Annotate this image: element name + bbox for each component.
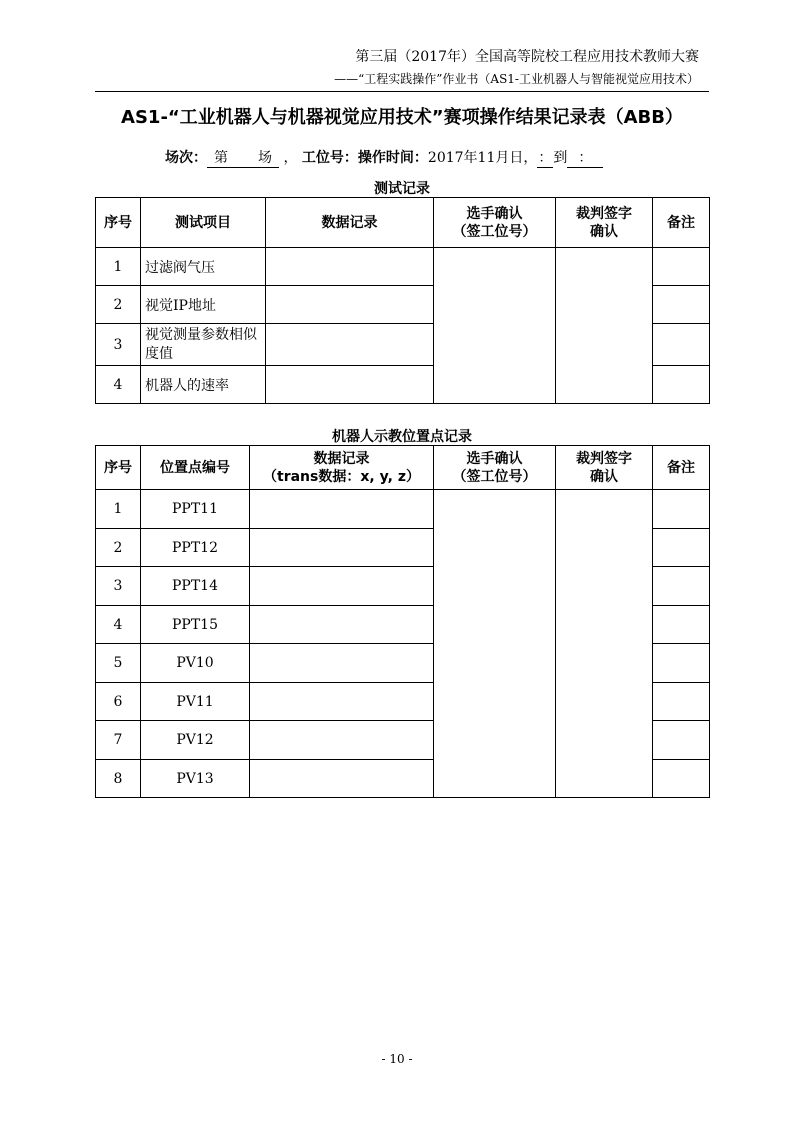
row-number: 4 — [96, 366, 141, 404]
test-record-title: 测试记录 — [374, 181, 430, 197]
table-row — [96, 490, 710, 529]
header-competition-title: 第三届（2017年）全国高等院校工程应用技术教师大赛 — [355, 49, 699, 65]
header-remark: 备注 — [653, 198, 710, 248]
row-number: 3 — [96, 324, 141, 366]
teach-point-table — [95, 445, 710, 798]
header-judge-confirm — [556, 198, 653, 248]
test-item: 视觉IP地址 — [141, 286, 266, 324]
data-cell[interactable] — [250, 721, 434, 760]
header-player-confirm-line1: 选手确认 — [466, 205, 523, 222]
data-cell[interactable] — [250, 606, 434, 644]
test-item: 视觉测量参数相似度值 — [141, 324, 266, 366]
start-time-field[interactable]: ： — [537, 147, 553, 168]
row-number: 4 — [96, 606, 141, 644]
session-field[interactable] — [207, 147, 279, 168]
test-item: 机器人的速率 — [141, 366, 266, 404]
header-judge-line2: 确认 — [590, 223, 618, 240]
header-player-confirm-line2: （签工位号） — [452, 223, 537, 240]
remark-cell[interactable] — [653, 286, 710, 324]
header-player-confirm — [434, 446, 556, 490]
data-cell[interactable] — [250, 490, 434, 529]
remark-cell[interactable] — [653, 324, 710, 366]
data-cell[interactable] — [250, 760, 434, 798]
time-date: 2017年11月日， — [427, 150, 538, 166]
header-data-record: 数据记录 — [266, 198, 434, 248]
header-test-item: 测试项目 — [141, 198, 266, 248]
time-label: 操作时间： — [357, 150, 428, 166]
header-data-line1: 数据记录 — [313, 450, 370, 467]
header-workbook-title: ——“工程实践操作”作业书（AS1-工业机器人与智能视觉应用技术） — [334, 72, 699, 86]
judge-confirm-cell[interactable] — [556, 490, 653, 798]
row-number: 5 — [96, 644, 141, 683]
player-confirm-cell[interactable] — [434, 490, 556, 798]
point-id: PPT12 — [141, 529, 250, 567]
row-number: 6 — [96, 683, 141, 721]
header-point-id: 位置点编号 — [141, 446, 250, 490]
page-number: - 10 - — [381, 1052, 413, 1066]
point-id: PV12 — [141, 721, 250, 760]
data-cell[interactable] — [250, 567, 434, 606]
data-cell[interactable] — [266, 324, 434, 366]
header-divider — [95, 91, 709, 92]
header-data-line2: （trans数据：x, y, z） — [263, 468, 420, 485]
header-data-record — [250, 446, 434, 490]
row-number: 2 — [96, 286, 141, 324]
header-judge-confirm — [556, 446, 653, 490]
table-row — [96, 248, 710, 286]
remark-cell[interactable] — [653, 529, 710, 567]
time-to: 到 — [553, 150, 568, 166]
point-id: PPT11 — [141, 490, 250, 529]
test-item: 过滤阀气压 — [141, 248, 266, 286]
player-confirm-cell[interactable] — [434, 248, 556, 404]
header-player-confirm-line2: （签工位号） — [452, 468, 537, 485]
data-cell[interactable] — [250, 683, 434, 721]
station-label: 工位号： — [301, 150, 358, 166]
header-player-confirm-line1: 选手确认 — [466, 450, 523, 467]
remark-cell[interactable] — [653, 366, 710, 404]
data-cell[interactable] — [266, 248, 434, 286]
header-seq: 序号 — [96, 446, 141, 490]
remark-cell[interactable] — [653, 248, 710, 286]
data-cell[interactable] — [266, 366, 434, 404]
remark-cell[interactable] — [653, 567, 710, 606]
header-remark: 备注 — [653, 446, 710, 490]
row-number: 8 — [96, 760, 141, 798]
remark-cell[interactable] — [653, 644, 710, 683]
teach-point-title: 机器人示教位置点记录 — [332, 429, 472, 445]
remark-cell[interactable] — [653, 721, 710, 760]
header-judge-line1: 裁判签字 — [576, 450, 632, 467]
row-number: 2 — [96, 529, 141, 567]
remark-cell[interactable] — [653, 760, 710, 798]
test-record-table — [95, 197, 710, 404]
data-cell[interactable] — [266, 286, 434, 324]
point-id: PV11 — [141, 683, 250, 721]
remark-cell[interactable] — [653, 683, 710, 721]
remark-cell[interactable] — [653, 606, 710, 644]
end-time-field[interactable]: ： — [567, 147, 603, 168]
row-number: 7 — [96, 721, 141, 760]
point-id: PPT14 — [141, 567, 250, 606]
data-cell[interactable] — [250, 644, 434, 683]
row-number: 1 — [96, 248, 141, 286]
data-cell[interactable] — [250, 529, 434, 567]
session-chang: 场 — [258, 150, 272, 166]
session-comma: ， — [283, 150, 298, 166]
row-number: 3 — [96, 567, 141, 606]
remark-cell[interactable] — [653, 490, 710, 529]
row-number: 1 — [96, 490, 141, 529]
point-id: PPT15 — [141, 606, 250, 644]
header-judge-line2: 确认 — [590, 468, 618, 485]
session-label: 场次： — [165, 150, 207, 166]
session-di: 第 — [214, 150, 228, 166]
session-info-line — [165, 147, 603, 168]
header-judge-line1: 裁判签字 — [576, 205, 632, 222]
point-id: PV10 — [141, 644, 250, 683]
point-id: PV13 — [141, 760, 250, 798]
header-seq: 序号 — [96, 198, 141, 248]
document-title: AS1-“工业机器人与机器视觉应用技术”赛项操作结果记录表（ABB） — [121, 107, 683, 128]
header-player-confirm — [434, 198, 556, 248]
judge-confirm-cell[interactable] — [556, 248, 653, 404]
